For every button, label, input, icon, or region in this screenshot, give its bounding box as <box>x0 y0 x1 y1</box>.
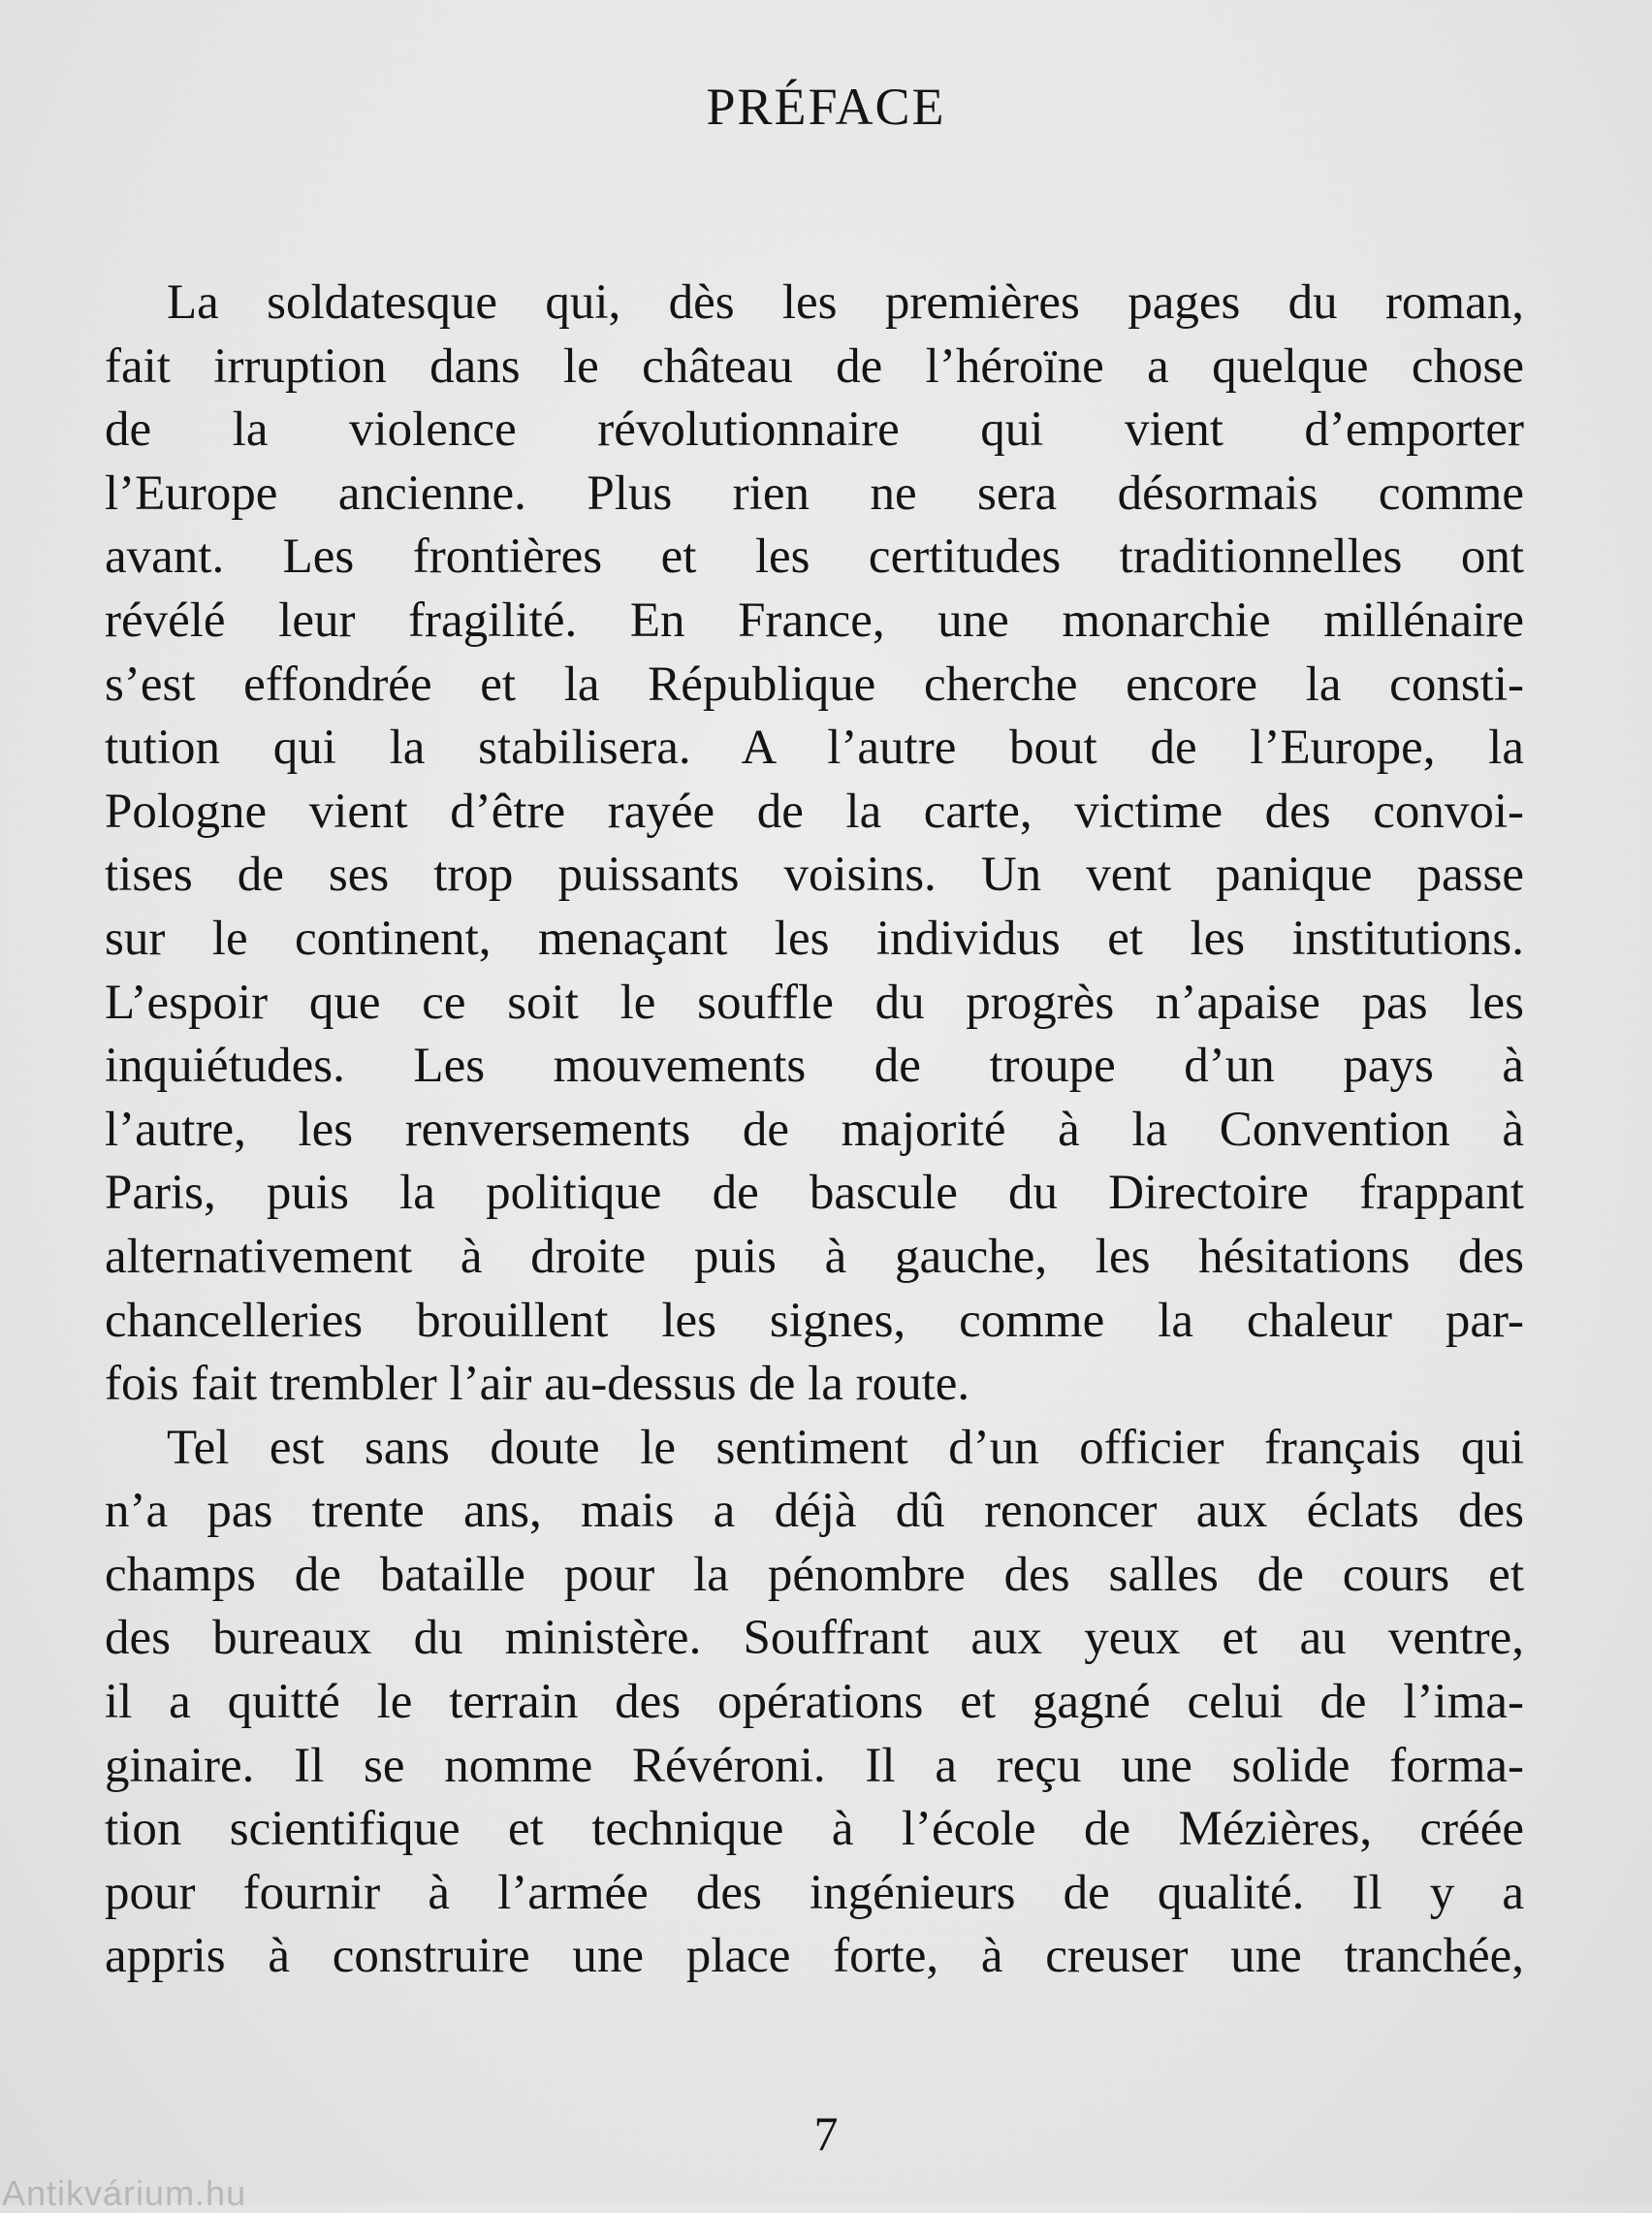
text-line: l’autre, les renversements de majorité à la Convention à <box>105 1102 1524 1157</box>
text-line: inquiétudes. Les mouvements de troupe d’un pays à <box>105 1039 1524 1094</box>
text-line: L’espoir que ce soit le souffle du progrès n’apaise pas les <box>105 975 1524 1030</box>
text-line: avant. Les frontières et les certitudes traditionnelles ont <box>105 529 1524 585</box>
text-line: de la violence révolutionnaire qui vient d’emporter <box>105 402 1524 458</box>
text-line: sur le continent, menaçant les individus et les institutions. <box>105 911 1524 966</box>
text-line: Pologne vient d’être rayée de la carte, victime des convoi- <box>105 784 1524 839</box>
text-line: révélé leur fragilité. En France, une monarchie millénaire <box>105 593 1524 648</box>
page-title: PRÉFACE <box>706 78 946 136</box>
body-text <box>105 272 1524 1989</box>
text-line: tises de ses trop puissants voisins. Un vent panique passe <box>105 848 1524 903</box>
text-line: il a quitté le terrain des opérations et gagné celui de l’ima- <box>105 1675 1524 1730</box>
text-line: appris à construire une place forte, à creuser une tranchée, <box>105 1929 1524 1984</box>
text-line: pour fournir à l’armée des ingénieurs de qualité. Il y a <box>105 1865 1524 1920</box>
text-line: n’a pas trente ans, mais a déjà dû renoncer aux éclats des <box>105 1484 1524 1539</box>
text-line: champs de bataille pour la pénombre des salles de cours et <box>105 1547 1524 1602</box>
text-line: s’est effondrée et la République cherche encore la consti- <box>105 657 1524 712</box>
page-number: 7 <box>813 2106 839 2161</box>
text-line: fois fait trembler l’air au-dessus de la route. <box>105 1357 970 1412</box>
text-line: alternativement à droite puis à gauche, les hésitations des <box>105 1229 1524 1284</box>
text-line: ginaire. Il se nomme Révéroni. Il a reçu une solide forma- <box>105 1738 1524 1793</box>
text-line: tution qui la stabilisera. A l’autre bout de l’Europe, la <box>105 721 1524 776</box>
text-line: Tel est sans doute le sentiment d’un officier français qui <box>167 1420 1524 1475</box>
text-line: Paris, puis la politique de bascule du Directoire frappant <box>105 1166 1524 1221</box>
text-line: fait irruption dans le château de l’héroïne a quelque chose <box>105 338 1524 394</box>
text-line: des bureaux du ministère. Souffrant aux yeux et au ventre, <box>105 1611 1524 1666</box>
text-line: l’Europe ancienne. Plus rien ne sera désormais comme <box>105 465 1524 521</box>
text-line: La soldatesque qui, dès les premières pages du roman, <box>167 275 1524 330</box>
text-line: tion scientifique et technique à l’école de Mézières, créée <box>105 1802 1524 1857</box>
watermark: Antikvárium.hu <box>2 2173 247 2213</box>
text-line: chancelleries brouillent les signes, comme la chaleur par- <box>105 1293 1524 1348</box>
